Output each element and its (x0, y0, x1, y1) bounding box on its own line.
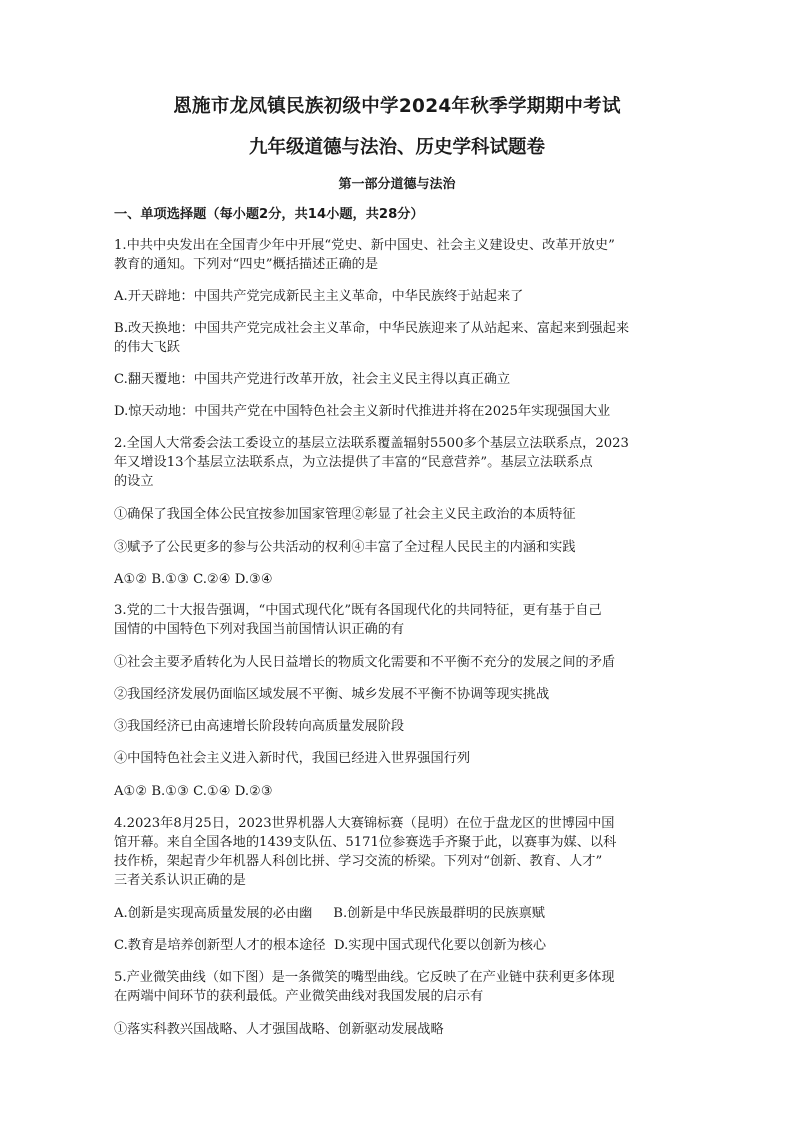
q1-option-a: A.开天辟地：中国共产党完成新民主主义革命，中华民族终于站起来了 (114, 289, 524, 304)
q1-option-c: C.翻天覆地：中国共产党进行改革开放，社会主义民主得以真正确立 (114, 372, 511, 387)
q4-stem-line1: 4.2023年8月25日，2023世界机器人大赛锦标赛（昆明）在位于盘龙区的世博园中国 (114, 816, 615, 831)
q5-item-1: ①落实科教兴国战略、人才强国战略、创新驱动发展战略 (114, 1022, 444, 1037)
q2-options: A①② B.①③ C.②④ D.③④ (114, 572, 273, 587)
q4-options-ab: A.创新是实现高质量发展的必由幽 B.创新是中华民族最群明的民族禀赋 (114, 906, 545, 921)
q2-items-line1: ①确保了我国全体公民宜按参加国家管理②彰显了社会主义民主政治的本质特征 (114, 507, 576, 522)
q5-stem-line1: 5.产业微笑曲线（如下图）是一条微笑的嘴型曲线。它反映了在产业链中获利更多体现 (114, 970, 615, 985)
q4-stem-line4: 三者关系认识正确的是 (114, 873, 246, 888)
q1-option-b-line1: B.改天换地：中国共产党完成社会主义革命，中华民族迎来了从站起来、富起来到强起来 (114, 321, 630, 336)
q3-stem-line1: 3.党的二十大报告强调，“中国式现代化”既有各国现代化的共同特征，更有基于自己 (114, 603, 602, 618)
q3-options: A①② B.①③ C.①④ D.②③ (114, 784, 273, 799)
q1-option-b-line2: 的伟大飞跃 (114, 340, 180, 355)
section-heading: 一、单项选择题（每小题2分，共14小题，共28分） (114, 207, 424, 222)
q2-stem-line1: 2.全国人大常委会法工委设立的基层立法联系覆盖辐射5500多个基层立法联系点，2023 (114, 436, 629, 451)
q3-item-3: ③我国经济已由高速增长阶段转向高质量发展阶段 (114, 719, 405, 734)
q1-option-d: D.惊天动地：中国共产党在中国特色社会主义新时代推进并将在2025年实现强国大业 (114, 404, 611, 419)
q2-items-line2: ③赋予了公民更多的参与公共活动的权利④丰富了全过程人民民主的内涵和实践 (114, 540, 576, 555)
q4-stem-line3: 技作桥，架起青少年机器人科创比拼、学习交流的桥梁。下列对“创新、教育、人才” (114, 854, 603, 869)
q4-options-cd: C.教育是培养创新型人才的根本途径 D.实现中国式现代化要以创新为核心 (114, 938, 547, 953)
exam-title: 恩施市龙凤镇民族初级中学2024年秋季学期期中考试 (173, 96, 621, 117)
q3-item-4: ④中国特色社会主义进入新时代，我国已经进入世界强国行列 (114, 751, 471, 766)
q3-item-2: ②我国经济发展仍面临区域发展不平衡、城乡发展不平衡不协调等现实挑战 (114, 687, 550, 702)
q4-stem-line2: 馆开幕。来自全国各地的1439支队伍、5171位参赛选手齐聚于此，以赛事为媒、以科 (114, 835, 617, 850)
exam-subtitle: 九年级道德与法治、历史学科试题卷 (248, 137, 545, 158)
part-title: 第一部分道德与法治 (338, 177, 456, 192)
q1-stem-line1: 1.中共中央发出在全国青少年中开展“党史、新中国史、社会主义建设史、改革开放史” (114, 238, 615, 253)
q2-stem-line2: 年又增设13个基层立法联系点，为立法提供了丰富的“民意营养”。基层立法联系点 (114, 455, 593, 470)
q1-stem-line2: 教育的通知。下列对“四史”概括描述正确的是 (114, 257, 379, 272)
q2-stem-line3: 的设立 (114, 474, 154, 489)
q5-stem-line2: 在两端中间环节的获利最低。产业微笑曲线对我国发展的启示有 (114, 989, 484, 1004)
q3-item-1: ①社会主要矛盾转化为人民日益增长的物质文化需要和不平衡不充分的发展之间的矛盾 (114, 655, 616, 670)
q3-stem-line2: 国情的中国特色下列对我国当前国情认识正确的有 (114, 622, 405, 637)
